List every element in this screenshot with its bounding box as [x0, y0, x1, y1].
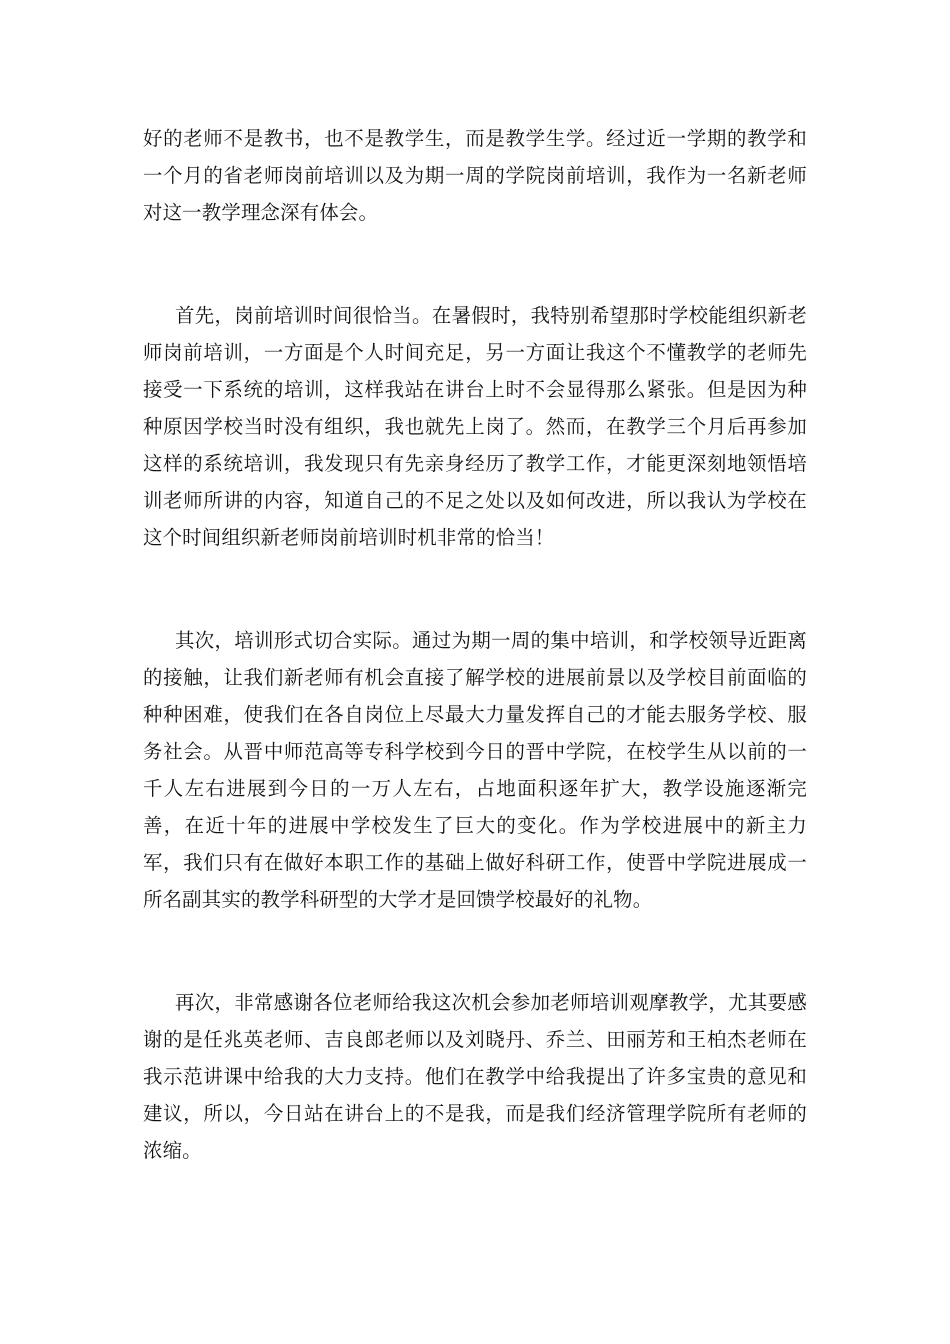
- paragraph-second-point: 其次，培训形式切合实际。通过为期一周的集中培训，和学校领导近距离的接触，让我们新老师有机会直接了解学校的进展前景以及学校目前面临的种种困难，使我们在各自岗位上尽最大力量发挥自己的才能去服务学校、服务社会。从晋中师范高等专科学校到今日的晋中学院，在校学生从以前的一千人左右进展到今日的一万人左右，占地面积逐年扩大，教学设施逐渐完善，在近十年的进展中学校发生了巨大的变化。作为学校进展中的新主力军，我们只有在做好本职工作的基础上做好科研工作，使晋中学院进展成一所名副其实的教学科研型的大学才是回馈学校最好的礼物。: [143, 629, 807, 911]
- paragraph-intro: 好的老师不是教书，也不是教学生，而是教学生学。经过近一学期的教学和一个月的省老师岗前培训以及为期一周的学院岗前培训，我作为一名新老师对这一教学理念深有体会。: [143, 127, 807, 224]
- paragraph-first-point: 首先，岗前培训时间很恰当。在暑假时，我特别希望那时学校能组织新老师岗前培训，一方面是个人时间充足，另一方面让我这个不懂教学的老师先接受一下系统的培训，这样我站在讲台上时不会显得那么紧张。但是因为种种原因学校当时没有组织，我也就先上岗了。然而，在教学三个月后再参加这样的系统培训，我发现只有先亲身经历了教学工作，才能更深刻地领悟培训老师所讲的内容，知道自己的不足之处以及如何改进，所以我认为学校在这个时间组织新老师岗前培训时机非常的恰当！: [143, 304, 807, 549]
- paragraph-third-point: 再次，非常感谢各位老师给我这次机会参加老师培训观摩教学，尤其要感谢的是任兆英老师、吉良郎老师以及刘晓丹、乔兰、田丽芳和王柏杰老师在我示范讲课中给我的大力支持。他们在教学中给我提出了许多宝贵的意见和建议，所以，今日站在讲台上的不是我，而是我们经济管理学院所有老师的浓缩。: [143, 991, 807, 1162]
